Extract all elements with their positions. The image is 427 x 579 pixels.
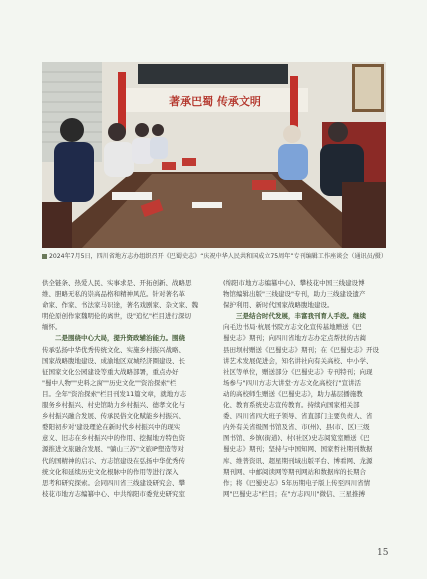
body-line: 目。全年"资治探索"栏目刊发11篇文章，就地方志 [42, 389, 187, 398]
body-line: 国家战略腹地建设、成渝地区双城经济圈建设、长 [42, 356, 185, 365]
section-heading-line: 二是围绕中心大局，提升资政辅治能力。围绕 [55, 334, 185, 343]
body-line: 县田坝村赠送《巴蜀史志》期刊；在《巴蜀史志》开设 [223, 345, 379, 354]
body-line: 代的国精神的启示、方志馆建设在弘扬中华优秀传 [42, 456, 185, 465]
caption-text: 2024年7月5日，四川省地方志办组织召开《巴蜀史志》“庆祝中华人民共和国成立75周年”专刊编辑工作座谈会（通讯员/摄） [49, 253, 387, 260]
body-line: "蜀中人物""史料之窗""历史文化""资治探索"栏 [42, 378, 177, 387]
body-line: 传承弘扬中华优秀传统文化、实施乡村振兴战略、 [42, 345, 185, 354]
banner-text: 著承巴蜀 传承文明 [169, 95, 261, 108]
body-line: 化、教育系统史志宣传教育。持续向国家相关部 [223, 401, 360, 410]
left-column [42, 278, 204, 500]
meeting-photo [42, 62, 386, 248]
body-line: 图书馆、乡镇(街道)、村(社区)史志阅览室赠送《巴 [223, 434, 370, 443]
body-line: 库、维普资讯、超星期刊域出版平台、博看网、龙源 [223, 456, 373, 465]
body-line: 意义、旧志在乡村振兴中的作用、挖掘地方特色资 [42, 434, 185, 443]
body-line: 网"巴蜀史志"栏目；在"方志四川"微信、三星推搏 [223, 489, 365, 498]
body-line: 保护利用、新时代国家战略腹地建设。 [223, 301, 334, 310]
caption-bullet-icon [42, 254, 47, 259]
body-line: 统文化和延续历史文化根脉中的作用等进行深入 [42, 467, 179, 476]
body-line: 婺阳初步对'建设理论在新时代乡村振兴中的现实 [42, 423, 181, 432]
body-line: 蜀史志》期刊；坚持与中国知网、国家哲社期刊数据 [223, 445, 373, 454]
photo-caption [42, 252, 386, 261]
body-line: 缅怀。 [42, 323, 62, 332]
body-line: 源推进文旅融合发展、"躺山三苏"文旅IP塑造等对 [42, 445, 184, 454]
section-heading-line: 三是结合时代发展，丰富我刊育人手段。继续 [236, 312, 366, 321]
body-line: 社区等单位，赠送部分《巴蜀史志》专刊特刊；向现 [223, 367, 373, 376]
body-line: 服务乡村振兴、村史馆助力乡村振兴、德孝文化与 [42, 401, 185, 410]
body-line: 征国家文化公园建设等重大战略部署，重点办好 [42, 367, 179, 376]
body-line: 命家、作家、书法家马识途，著名戏剧家、杂文家、魏 [42, 301, 198, 310]
body-line: 物馆编辑出版"三线建设"专刊，助力三线建设遗产 [223, 290, 366, 299]
body-line: 作；将《巴蜀史志》5年历期电子版上传至四川省情 [223, 478, 371, 487]
page-number: 15 [377, 548, 389, 558]
right-column [223, 278, 385, 500]
body-line: 维、胆略无私的崇高品格和精神风范。针对著名革 [42, 290, 185, 299]
body-line: 动的高校师生赠送《巴蜀史志》，助力基层播施教 [223, 389, 363, 398]
body-line: (绵阳市地方志编纂中心)、攀枝花中国三线建设博 [223, 279, 365, 287]
body-line: 乡村振兴融合发展、传承民俗文化赋能乡村振兴、 [42, 412, 185, 421]
body-line: 思考和研究探索。会同四川省三线建设研究会、攀 [42, 478, 185, 487]
body-line: 讲艺术发展促进会，知名讲社向有关高校、中小学、 [223, 356, 373, 365]
body-line: 供全链条、热爱人民、实事求是、开拓创新、战略思 [42, 279, 192, 287]
body-line: 委、四川省四大班子领导、省直部门主要负责人、省 [223, 412, 373, 421]
body-line: 枝花市地方志编纂中心、中共绵阳市委党史研究室 [42, 489, 185, 498]
body-line: 向毛边书局·杭展书院方志文化宣传基地赠送《巴 [223, 323, 362, 332]
body-line: 蜀史志》期刊；向四川省地方志办定点帮扶的古蔺 [223, 334, 366, 343]
body-line: 内外有关省级图书馆及省、市(州)、县(市、区)三级 [223, 423, 370, 432]
body-line: 场参与"四川方志大讲堂·方志文化高校行"宣讲活 [223, 378, 362, 387]
body-line: 期刊网、中邮阅读网等期刊网站和数据库的长期合 [223, 467, 366, 476]
body-line: 明伦原创作家魏明伦的离世，设"追忆"栏目进行深切 [42, 312, 191, 321]
